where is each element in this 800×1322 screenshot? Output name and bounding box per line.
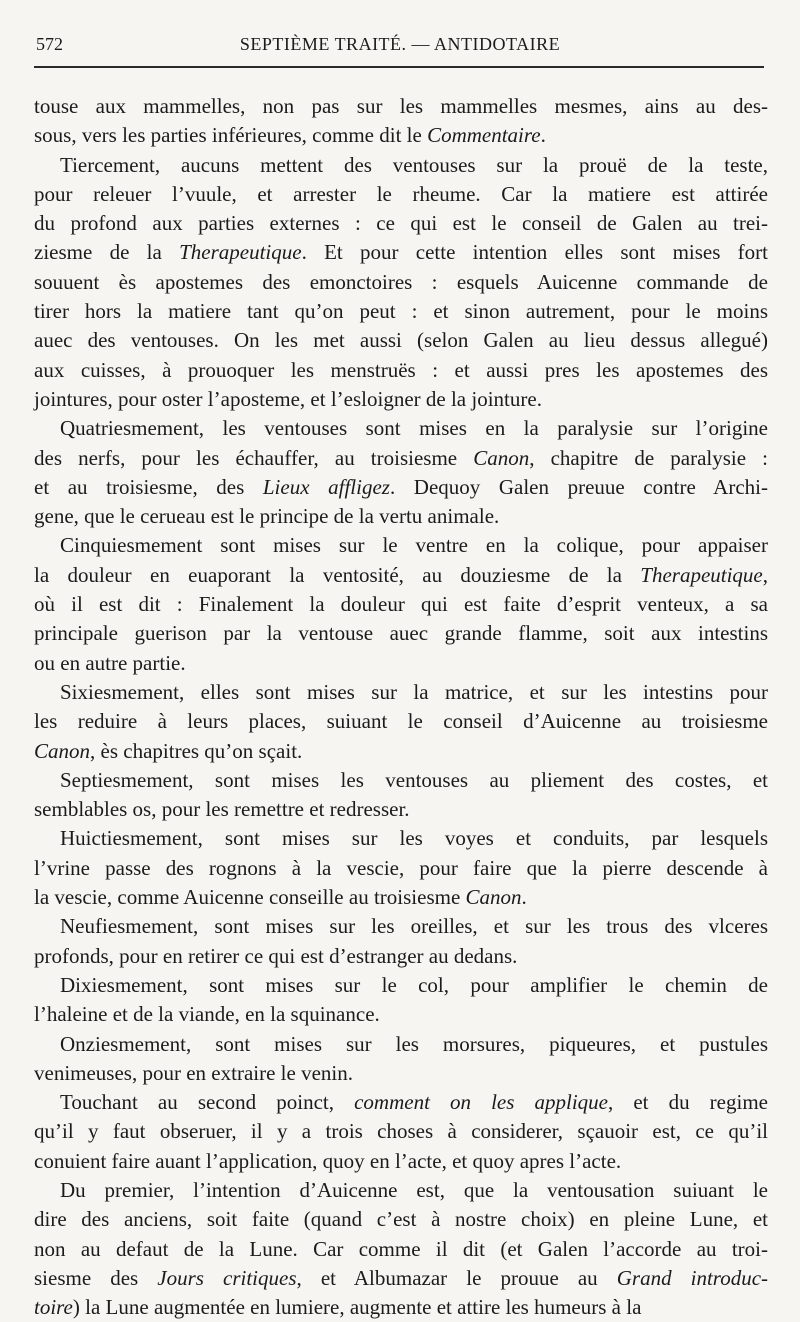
text-line [34, 1117, 768, 1146]
text-run: . Et pour cette intention elles sont mises fort [301, 240, 769, 265]
text-run: ou en autre partie. [34, 650, 186, 675]
text-line [34, 444, 768, 473]
text-run: qu’il y faut obseruer, il y a trois choses à considerer, sçauoir est, ce qu’il [34, 1119, 768, 1144]
text-line [34, 912, 768, 941]
text-run: semblables os, pour les remettre et redresser. [34, 797, 410, 822]
text-line [34, 590, 768, 619]
text-run: , ès chapitres qu’on sçait. [90, 738, 303, 763]
paragraph [34, 1088, 768, 1176]
text-line [34, 180, 768, 209]
paragraph [34, 531, 768, 677]
text-run: sous, vers les parties inférieures, comme dit le [34, 123, 428, 148]
text-run: touse aux mammelles, non pas sur les mammelles mesmes, ains au des- [34, 94, 768, 118]
text-line [34, 326, 768, 355]
text-line [34, 121, 768, 150]
text-run: Touchant au second poinct, [60, 1090, 355, 1115]
text-line [34, 385, 768, 414]
italic-text: comment on les applique [354, 1090, 608, 1115]
text-run: principale guerison par la ventouse auec grande flamme, soit aux intestins [34, 621, 768, 646]
text-run: . Dequoy Galen preuue contre Archi- [389, 474, 768, 499]
text-run: l’vrine passe des rognons à la vescie, pour faire que la pierre descende à [34, 855, 768, 880]
text-line [34, 707, 768, 736]
text-line [34, 824, 768, 853]
text-run: Septiesmement, sont mises les ventouses au pliement des costes, et [60, 767, 768, 792]
text-line [34, 1147, 768, 1176]
text-run: souuent ès apostemes des emonctoires : esquels Auicenne commande de [34, 269, 768, 294]
text-line [34, 92, 768, 121]
italic-text: Jours critiques [157, 1265, 297, 1290]
text-line [34, 971, 768, 1000]
text-run: du profond aux parties externes : ce qui est le conseil de Galen au trei- [34, 211, 768, 236]
paragraph [34, 151, 768, 415]
text-run: et au troisiesme, des [34, 474, 263, 499]
text-run: non au defaut de la Lune. Car comme il dit (et Galen l’accorde au troi- [34, 1236, 768, 1261]
text-run: l’haleine et de la viande, en la squinance. [34, 1002, 380, 1027]
text-line [34, 238, 768, 267]
italic-text: Lieux affligez [262, 474, 390, 499]
text-run: , et Albumazar le prouue au [296, 1265, 617, 1290]
paragraph [34, 766, 768, 825]
italic-text: Canon [465, 885, 522, 910]
text-run: tirer hors la matiere tant qu’on peut : et sinon autrement, pour le moins [34, 299, 768, 324]
text-run: Tiercement, aucuns mettent des ventouses sur la prouë de la teste, [60, 152, 768, 177]
text-line [34, 854, 768, 883]
text-line [34, 1176, 768, 1205]
text-line [34, 1205, 768, 1234]
text-run: Sixiesmement, elles sont mises sur la matrice, et sur les intestins pour [60, 679, 768, 704]
paragraph [34, 912, 768, 971]
paragraph [34, 678, 768, 766]
text-line [34, 268, 768, 297]
text-run: des nerfs, pour les échauffer, au troisiesme [34, 445, 474, 470]
text-line [34, 356, 768, 385]
text-run: , [762, 562, 768, 587]
text-run: . [540, 123, 546, 148]
text-line [34, 1088, 768, 1117]
text-run: gene, que le cerueau est le principe de la vertu animale. [34, 504, 500, 529]
text-line [34, 678, 768, 707]
running-title: SEPTIÈME TRAITÉ. — ANTIDOTAIRE [239, 34, 561, 54]
italic-text: Canon [34, 738, 91, 763]
text-run: Neufiesmement, sont mises sur les oreilles, et sur les trous des vlceres [60, 914, 768, 939]
text-line [34, 151, 768, 180]
paragraph [34, 92, 768, 151]
text-run: les reduire à leurs places, suiuant le conseil d’Auicenne au troisiesme [34, 709, 768, 734]
text-run: aux cuisses, à prouoquer les menstruës : et aussi pres les apostemes des [34, 357, 768, 382]
paragraph [34, 414, 768, 531]
text-line [34, 1030, 768, 1059]
text-run: Du premier, l’intention d’Auicenne est, que la ventousation suiuant le [60, 1177, 768, 1202]
text-run: dire des anciens, soit faite (quand c’est à nostre choix) en pleine Lune, et [34, 1207, 768, 1232]
text-run: conuient faire auant l’application, quoy en l’acte, et quoy apres l’acte. [34, 1148, 622, 1173]
text-line [34, 766, 768, 795]
paragraph [34, 824, 768, 912]
text-run: la vescie, comme Auicenne conseille au troisiesme [34, 885, 466, 910]
text-line [34, 502, 768, 531]
text-line [34, 297, 768, 326]
text-run: Cinquiesmement sont mises sur le ventre en la colique, pour appaiser [60, 533, 768, 558]
text-line [34, 1293, 768, 1322]
text-line [34, 1235, 768, 1264]
text-line [34, 649, 768, 678]
text-run: profonds, pour en retirer ce qui est d’estranger au dedans. [34, 943, 518, 968]
text-run: venimeuses, pour en extraire le venin. [34, 1060, 353, 1085]
text-run: la douleur en euaporant la ventosité, au douziesme de la [34, 562, 641, 587]
text-run: auec des ventouses. On les met aussi (selon Galen au lieu dessus allegué) [34, 328, 768, 353]
text-line [34, 795, 768, 824]
text-run: ziesme de la [34, 240, 180, 265]
text-line [34, 414, 768, 443]
page-number: 572 [36, 34, 63, 54]
text-run: , et du regime [608, 1090, 768, 1115]
text-run: jointures, pour oster l’aposteme, et l’esloigner de la jointure. [34, 386, 542, 411]
body-text [34, 92, 768, 1322]
text-line [34, 619, 768, 648]
text-line [34, 561, 768, 590]
text-line [34, 883, 768, 912]
text-run: , chapitre de paralysie : [529, 445, 769, 470]
page-header [36, 30, 764, 66]
text-run: Quatriesmement, les ventouses sont mises en la paralysie sur l’origine [60, 416, 768, 441]
text-run: Huictiesmement, sont mises sur les voyes et conduits, par lesquels [60, 826, 768, 851]
text-run: Onziesmement, sont mises sur les morsures, piqueures, et pustules [60, 1031, 768, 1056]
text-run: où il est dit : Finalement la douleur qui est faite d’esprit venteux, a sa [34, 592, 768, 617]
paragraph [34, 1030, 768, 1089]
text-run: Dixiesmement, sont mises sur le col, pour amplifier le chemin de [60, 972, 768, 997]
text-line [34, 1000, 768, 1029]
italic-text: Therapeutique [179, 240, 302, 265]
header-rule [34, 66, 764, 68]
text-line [34, 1264, 768, 1293]
text-line [34, 531, 768, 560]
italic-text: Grand introduc- [616, 1265, 769, 1290]
text-run: ) la Lune augmentée en lumiere, augmente et attire les humeurs à la [72, 1295, 642, 1320]
italic-text: Therapeutique [640, 562, 763, 587]
text-line [34, 737, 768, 766]
text-line [34, 209, 768, 238]
text-run: pour releuer l’vuule, et arrester le rheume. Car la matiere est attirée [34, 181, 768, 206]
paragraph [34, 971, 768, 1030]
text-line [34, 1059, 768, 1088]
italic-text: Canon [473, 445, 530, 470]
text-run: . [521, 885, 527, 910]
text-run: siesme des [34, 1265, 158, 1290]
paragraph [34, 1176, 768, 1322]
italic-text: toire [34, 1295, 73, 1320]
text-line [34, 473, 768, 502]
text-line [34, 942, 768, 971]
italic-text: Commentaire [427, 123, 541, 148]
